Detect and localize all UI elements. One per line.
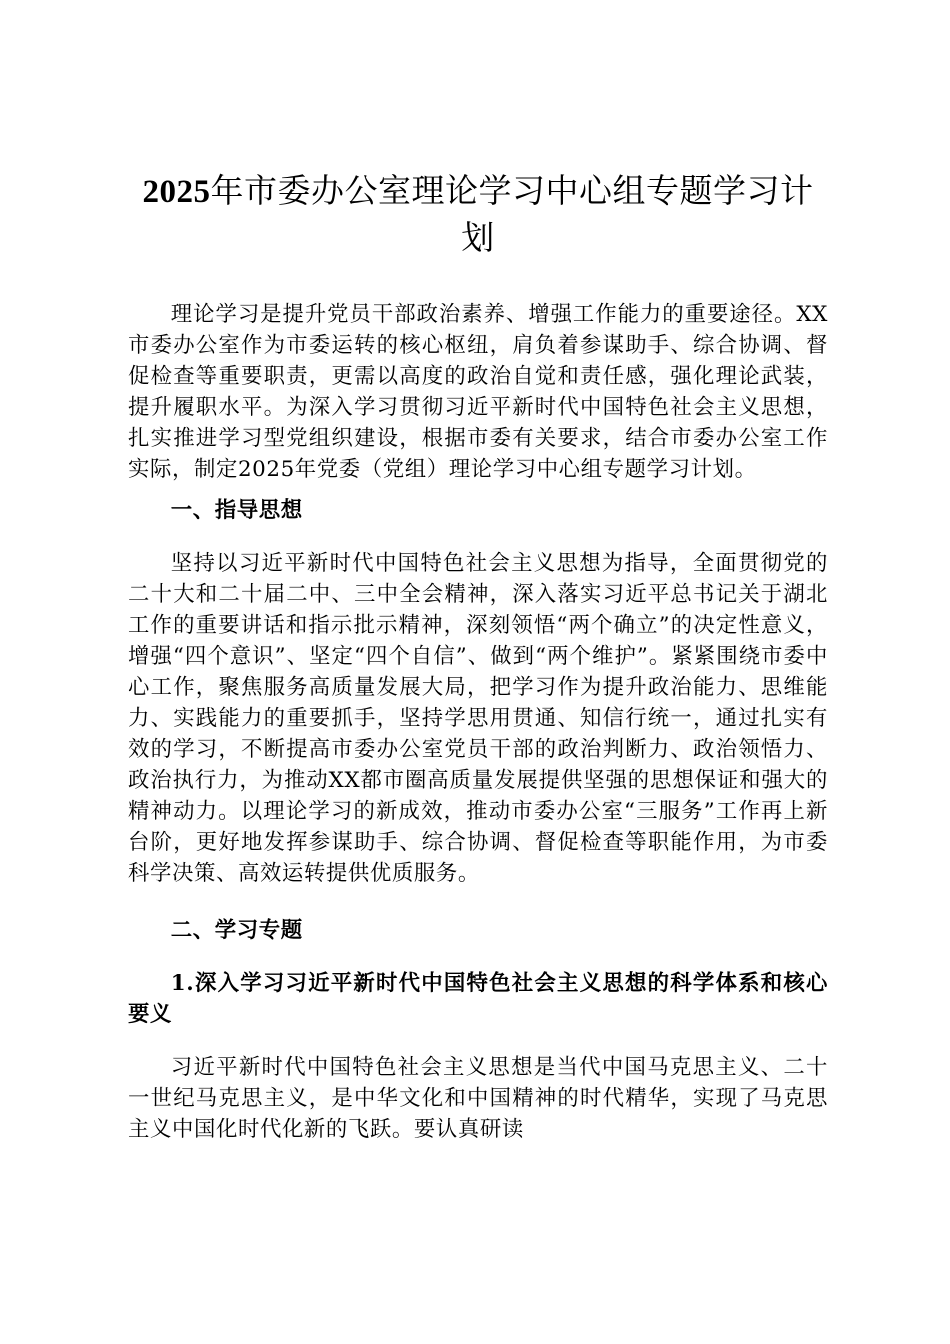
document-page [128,168,828,1145]
intro-paragraph: 理论学习是提升党员干部政治素养、增强工作能力的重要途径。XX市委办公室作为市委运转的核心枢纽，肩负着参谋助手、综合协调、督促检查等重要职责，更需以高度的政治自觉和责任感，强化理论武装，提升履职水平。为深入学习贯彻习近平新时代中国特色社会主义思想，扎实推进学习型党组织建设，根据市委有关要求，结合市委办公室工作实际，制定2025年党委（党组）理论学习中心组专题学习计划。 [128,302,828,482]
title-year: 2025 [142,174,211,210]
topic-1-heading: 1.深入学习习近平新时代中国特色社会主义思想的科学体系和核心要义 [128,971,828,1027]
section-heading-guiding-thought: 一、指导思想 [170,498,303,523]
document-title [128,168,828,261]
section-heading-study-topics: 二、学习专题 [170,918,303,943]
topic-1-paragraph: 习近平新时代中国特色社会主义思想是当代中国马克思主义、二十一世纪马克思主义，是中华文化和中国精神的时代精华，实现了马克思主义中国化时代化新的飞跃。要认真研读 [128,1055,828,1142]
guiding-thought-paragraph: 坚持以习近平新时代中国特色社会主义思想为指导，全面贯彻党的二十大和二十届二中、三中全会精神，深入落实习近平总书记关于湖北工作的重要讲话和指示批示精神，深刻领悟“两个确立”的决定性意义，增强“四个意识”、坚定“四个自信”、做到“两个维护”。紧紧围绕市委中心工作，聚焦服务高质量发展大局，把学习作为提升政治能力、思维能力、实践能力的重要抓手，坚持学思用贯通、知信行统一，通过扎实有效的学习，不断提高市委办公室党员干部的政治判断力、政治领悟力、政治执行力，为推动XX都市圈高质量发展提供坚强的思想保证和强大的精神动力。以理论学习的新成效，推动市委办公室“三服务”工作再上新台阶，更好地发挥参谋助手、综合协调、督促检查等职能作用，为市委科学决策、高效运转提供优质服务。 [128,551,828,886]
title-text: 年市委办公室理论学习中心组专题学习计划 [210,171,814,257]
